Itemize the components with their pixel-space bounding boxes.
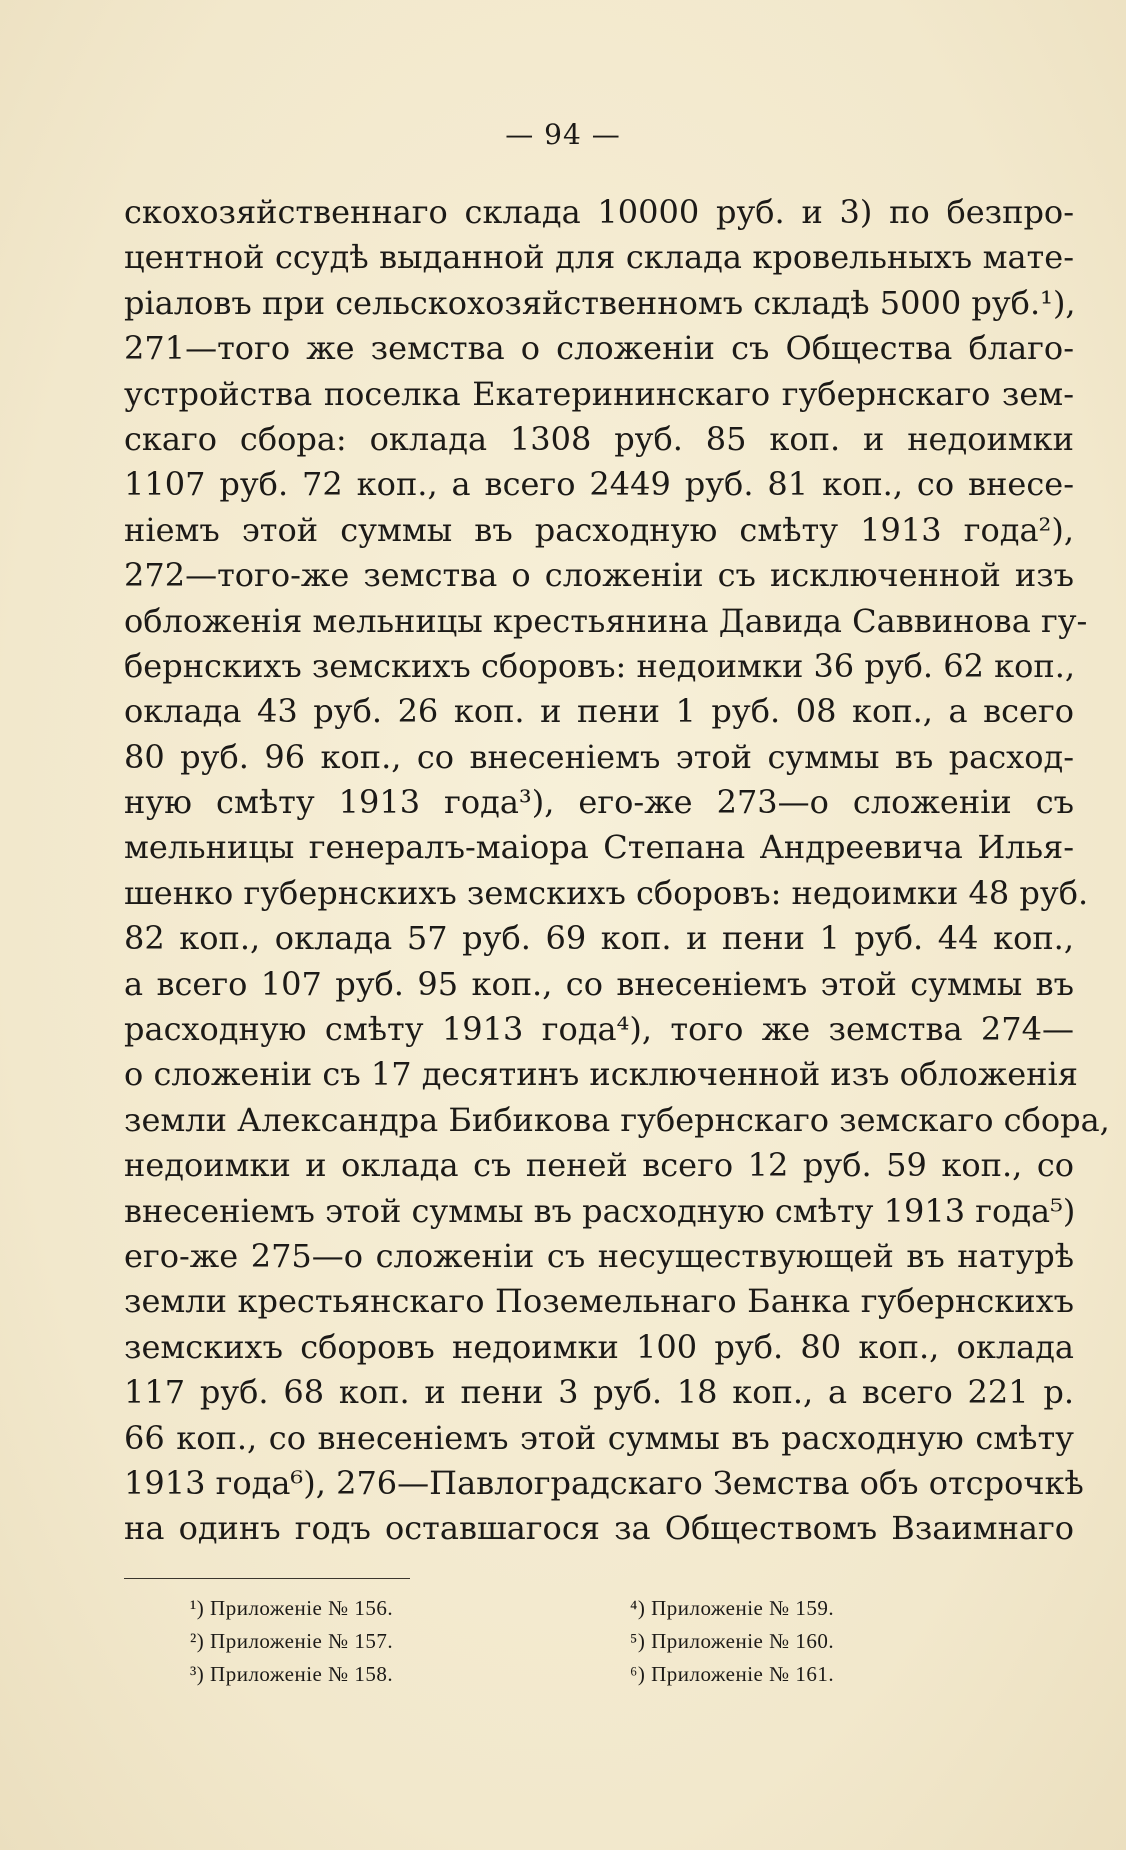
text-line: 80 руб. 96 коп., со внесеніемъ этой суммы въ расход- [124,737,1074,776]
text-line: земскихъ сборовъ недоимки 100 руб. 80 коп., оклада [124,1327,1074,1366]
text-line: устройства поселка Екатерининскаго губернскаго зем- [124,374,1074,413]
footnote: ¹) Приложеніе № 156. [190,1596,394,1620]
text-line: 271—того же земства о сложеніи съ Общества благо- [124,329,1074,368]
text-line: земли крестьянскаго Поземельнаго Банка губернскихъ [124,1282,1074,1321]
text-line: центной ссудѣ выданной для склада кровельныхъ мате- [124,238,1074,277]
text-line: шенко губернскихъ земскихъ сборовъ: недоимки 48 руб. [124,873,1089,912]
text-line: на одинъ годъ оставшагося за Обществомъ Взаимнаго [124,1509,1074,1548]
text-line: его-же 275—о сложеніи съ несуществующей въ натурѣ [124,1236,1074,1275]
text-line: расходную смѣту 1913 года⁴), того же земства 274— [124,1010,1074,1049]
text-line: оклада 43 руб. 26 коп. и пени 1 руб. 08 коп., а всего [124,692,1074,731]
text-line: бернскихъ земскихъ сборовъ: недоимки 36 руб. 62 коп., [124,646,1076,685]
text-line: мельницы генералъ-маіора Степана Андреевича Илья- [124,828,1074,867]
text-line: 117 руб. 68 коп. и пени 3 руб. 18 коп., а всего 221 р. [124,1373,1074,1412]
text-line: скаго сбора: оклада 1308 руб. 85 коп. и недоимки [124,419,1074,458]
text-line: ріаловъ при сельскохозяйственномъ складѣ 5000 руб.¹), [124,283,1076,322]
text-line: земли Александра Бибикова губернскаго земскаго сбора, [124,1100,1110,1139]
text-line: а всего 107 руб. 95 коп., со внесеніемъ этой суммы въ [124,964,1074,1003]
text-line: обложенія мельницы крестьянина Давида Саввинова гу- [124,601,1088,640]
text-line: о сложеніи съ 17 десятинъ исключенной изъ обложенія [124,1055,1078,1094]
text-line: скохозяйственнаго склада 10000 руб. и 3) по безпро- [124,193,1074,231]
footnote: ²) Приложеніе № 157. [190,1629,394,1653]
page-number: — 94 — [505,118,621,151]
text-line: ніемъ этой суммы въ расходную смѣту 1913 года²), [124,510,1074,549]
text-line: 66 коп., со внесеніемъ этой суммы въ расходную смѣту [124,1418,1074,1457]
body-text [124,190,1110,1552]
text-line: 82 коп., оклада 57 руб. 69 коп. и пени 1 руб. 44 коп., [124,919,1074,958]
text-line: внесеніемъ этой суммы въ расходную смѣту 1913 года⁵) [124,1191,1076,1230]
footnote: ⁵) Приложеніе № 160. [630,1629,835,1653]
text-line: 1107 руб. 72 коп., а всего 2449 руб. 81 коп., со внесе- [124,465,1074,504]
footnote: ⁶) Приложеніе № 161. [630,1662,835,1686]
footnote: ³) Приложеніе № 158. [190,1662,394,1686]
text-line: 272—того-же земства о сложеніи съ исключенной изъ [124,556,1074,595]
text-line: ную смѣту 1913 года³), его-же 273—о сложеніи съ [124,783,1074,822]
footnotes-right-column [630,1592,834,1691]
text-line: недоимки и оклада съ пеней всего 12 руб. 59 коп., со [124,1146,1074,1185]
footnote-divider [124,1578,410,1579]
footnote: ⁴) Приложеніе № 159. [630,1596,835,1620]
text-line: 1913 года⁶), 276—Павлоградскаго Земства объ отсрочкѣ [124,1463,1084,1502]
footnotes-left-column [190,1592,393,1691]
